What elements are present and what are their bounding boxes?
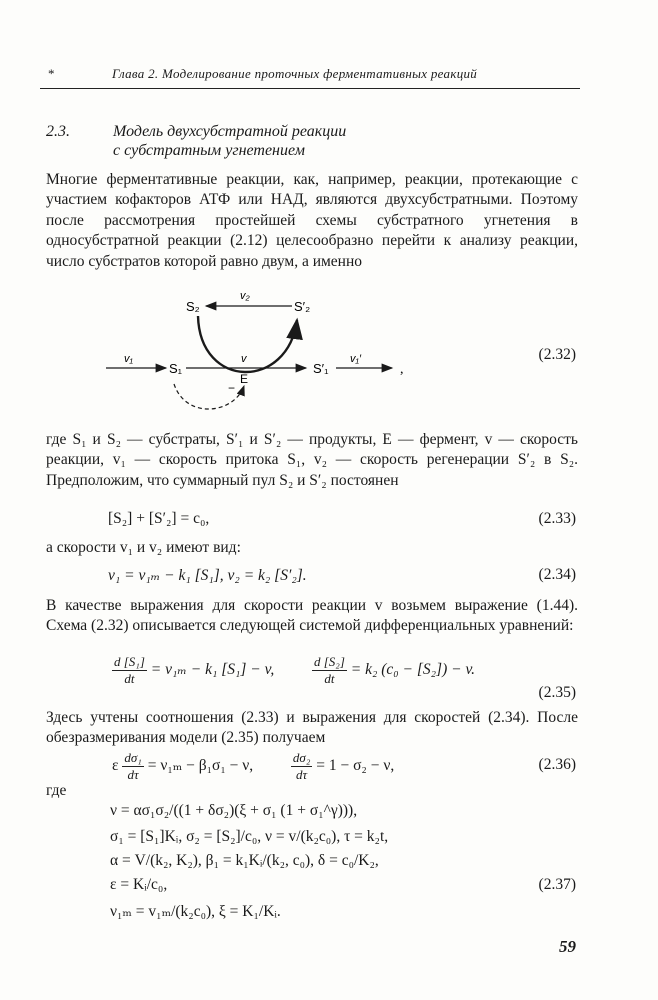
eq-number-2-34: (2.34) <box>538 566 576 583</box>
eq-number-2-32: (2.32) <box>538 346 576 363</box>
label-S1: S₁ <box>169 361 183 376</box>
label-v1-prime: v₁′ <box>350 353 362 365</box>
paragraph-dimensionless: Здесь учтены соотношения (2.33) и выражения для скоростей (2.34). После обезразмеривания модели (2.35) получаем <box>46 709 578 747</box>
section-title-line1: Модель двухсубстратной реакции <box>113 123 347 140</box>
header-text: Глава 2. Моделирование проточных ферментативных реакций <box>112 66 478 81</box>
paragraph-system: В качестве выражения для скорости реакции v возьмем выражение (1.44). Схема (2.32) описывается следующей системой дифференциальных уравнений: <box>46 597 578 635</box>
equation-rhs2: = k₂ (c₀ − [S₂]) − v. <box>350 661 476 679</box>
fraction-dS2-dt <box>312 654 347 687</box>
equation-rhs2: = 1 − σ₂ − ν, <box>316 757 395 775</box>
equation-rhs1: = v₁ₘ − k₁ [S₁] − v, <box>150 661 275 679</box>
fraction-numerator: d [S₂] <box>314 654 345 669</box>
line-rates-intro: а скорости v₁ и v₂ имеют вид: <box>46 539 241 556</box>
equation-2-37-line2: σ₁ = [S₁]Kᵢ, σ₂ = [S₂]/c₀, ν = v/(k₂c₀), τ = k₂t, <box>110 828 389 845</box>
equation-2-36 <box>112 750 394 783</box>
fraction-dS1-dt <box>112 654 147 687</box>
label-v: v <box>241 353 247 365</box>
arrow-cosubstrate-curve <box>198 316 297 372</box>
equation-2-37-line5: ν₁ₘ = v₁ₘ/(k₂c₀), ξ = K₁/Kᵢ. <box>110 903 281 920</box>
equation-2-33: [S₂] + [S′₂] = c₀, <box>108 510 210 527</box>
label-minus: − <box>228 381 236 395</box>
equation-2-34: v₁ = v₁ₘ − k₁ [S₁], v₂ = k₂ [S′₂]. <box>108 567 307 584</box>
label-S2: S₂ <box>186 299 200 314</box>
fraction-dsigma1-dtau <box>122 750 143 783</box>
reaction-scheme-diagram <box>100 282 420 417</box>
equation-2-37-line4: ε = Kᵢ/c₀, <box>110 876 168 893</box>
label-S2-prime: S′₂ <box>294 299 311 314</box>
equation-2-35 <box>112 654 475 687</box>
fraction-denominator: dt <box>324 671 335 686</box>
label-v1: v₁ <box>124 353 133 365</box>
fraction-numerator: d [S₁] <box>114 654 145 669</box>
fraction-numerator: dσ₂ <box>292 750 311 765</box>
word-where: где <box>46 782 67 799</box>
label-comma: , <box>400 362 404 377</box>
fraction-denominator: dt <box>124 671 135 686</box>
equation-2-37-line3: α = V/(k₂, K₂), β₁ = k₁Kᵢ/(k₂, c₀), δ = c₀/K₂, <box>110 852 379 869</box>
epsilon-symbol: ε <box>112 757 119 775</box>
section-title-line2: с субстратным угнетением <box>113 142 305 159</box>
eq-number-2-36: (2.36) <box>538 756 576 773</box>
label-E: E <box>240 372 249 386</box>
header-marker: * <box>48 66 55 81</box>
header-rule <box>40 88 580 89</box>
eq-number-2-33: (2.33) <box>538 510 576 527</box>
fraction-denominator: dτ <box>296 767 308 782</box>
section-number: 2.3. <box>46 123 70 140</box>
equation-rhs1: = ν₁ₘ − β₁σ₁ − ν, <box>147 757 254 775</box>
fraction-numerator: dσ₁ <box>124 750 142 765</box>
label-v2: v₂ <box>240 290 250 302</box>
label-S1-prime: S′₁ <box>313 361 329 376</box>
equation-2-37-line1: ν = ασ₁σ₂/((1 + δσ₂)(ξ + σ₁ (1 + σ₁^γ))), <box>110 802 358 819</box>
eq-number-2-35: (2.35) <box>538 684 576 701</box>
page-number: 59 <box>559 937 576 956</box>
eq-number-2-37: (2.37) <box>538 876 576 893</box>
paragraph-intro: Многие ферментативные реакции, как, например, реакции, протекающие с участием кофакторов АТФ или НАД, являются двухсубстратными. Поэтому после рассмотрения простейшей схемы субстратного угнетения в односубстратной реакции (2.12) целесообразно перейти к анализу реакции, число субстратов которой равно двум, а именно <box>46 171 578 270</box>
fraction-denominator: dτ <box>127 767 139 782</box>
paragraph-definitions: где S₁ и S₂ — субстраты, S′₁ и S′₂ — продукты, E — фермент, v — скорость реакции, v₁ — скорость притока S₁, v₂ — скорость регенерации S′₂ в S₂. Предположим, что суммарный пул S₂ и S′₂ постоянен <box>46 431 578 489</box>
fraction-dsigma2-dtau <box>291 750 312 783</box>
